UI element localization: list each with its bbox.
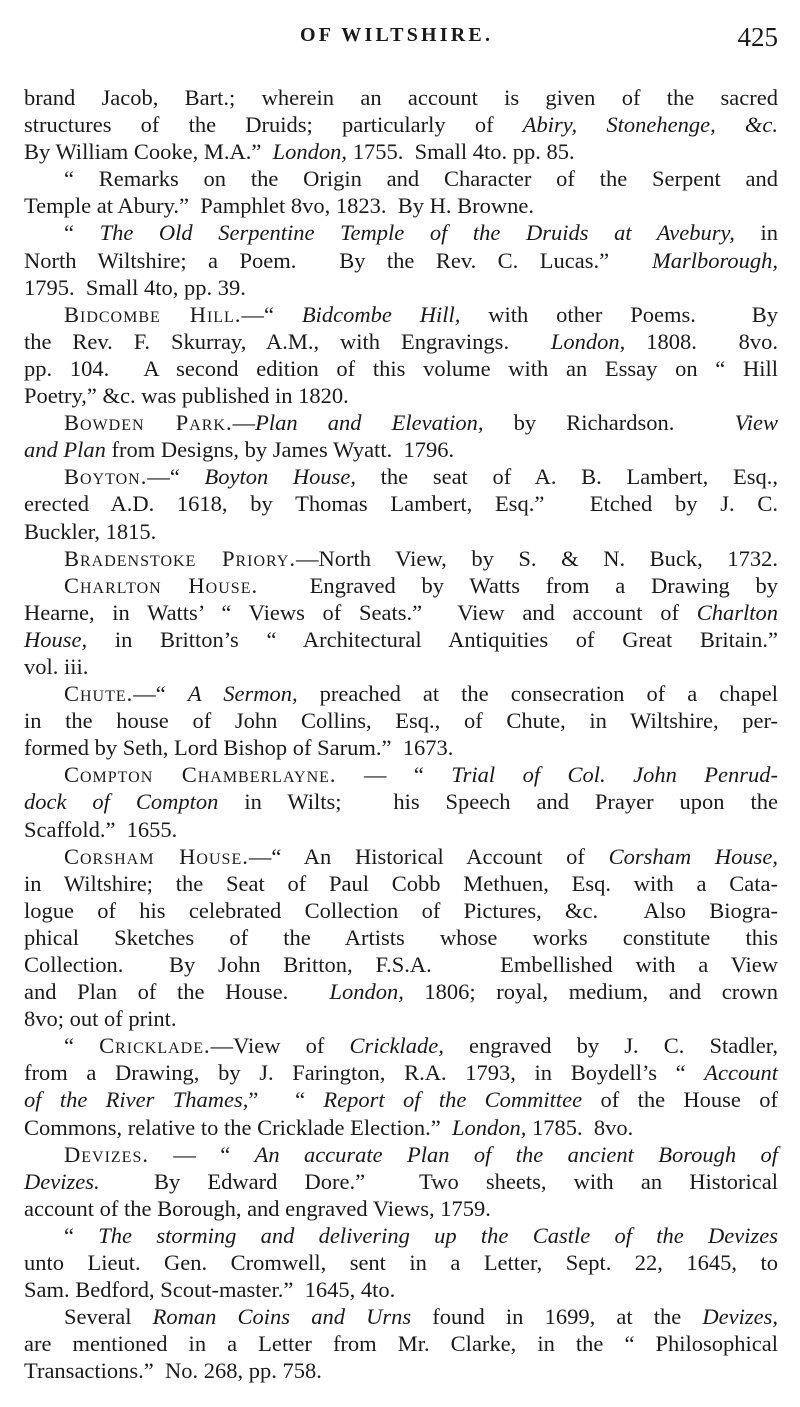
entry-heading: Boyton.	[64, 464, 148, 490]
text-line	[24, 680, 778, 707]
text-line	[24, 138, 778, 165]
text-line	[24, 1086, 778, 1113]
text-segment: 1808. 8vo.	[625, 328, 778, 354]
text-line	[24, 355, 778, 382]
text-segment: pp. 104. A second edition of this volume with an Essay on “ Hill	[24, 355, 778, 381]
text-segment: —	[232, 410, 256, 436]
text-segment: vol. iii.	[24, 653, 89, 679]
text-segment: “	[64, 1222, 99, 1248]
italic-title: Boyton House,	[204, 464, 357, 490]
text-line	[24, 897, 778, 924]
text-line	[24, 382, 778, 409]
text-line	[24, 409, 778, 436]
italic-title: Plan and Elevation,	[255, 410, 484, 436]
text-segment: 8vo; out of print.	[24, 1006, 177, 1032]
text-segment: account of the Borough, and engraved Views, 1759.	[24, 1195, 491, 1221]
italic-title: A Sermon,	[187, 681, 298, 707]
text-line	[24, 1249, 778, 1276]
entry-heading: Corsham House.	[64, 843, 249, 869]
entry-heading: Compton Chamberlayne.	[64, 762, 337, 788]
italic-title: Trial of Col. John Penrud-	[451, 762, 778, 788]
text-segment: Engraved by Watts from a Drawing by	[258, 572, 779, 598]
text-line	[24, 1032, 778, 1059]
text-line	[24, 436, 778, 463]
italic-title: Cricklade,	[349, 1033, 444, 1059]
italic-title: and Plan	[24, 437, 106, 463]
text-segment: 1806; royal, medium, and crown	[403, 979, 779, 1005]
page-body-text	[24, 84, 778, 1385]
text-segment: 1755. Small 4to. pp. 85.	[347, 139, 575, 165]
text-line	[24, 843, 778, 870]
text-segment: phical Sketches of the Artists whose works constitute this	[24, 924, 778, 950]
text-segment: of the House of	[582, 1087, 779, 1113]
text-line	[24, 165, 778, 192]
text-segment: found in 1699, at the	[411, 1304, 703, 1330]
text-line	[24, 1168, 778, 1195]
text-segment: in Britton’s “ Architectural Antiquities of Great Britain.”	[87, 626, 778, 652]
text-line	[24, 463, 778, 490]
text-line	[24, 1357, 778, 1384]
text-segment: Scaffold.” 1655.	[24, 816, 178, 842]
entry-heading: Cricklade.	[99, 1033, 211, 1059]
text-line	[24, 1276, 778, 1303]
text-segment: “	[64, 1033, 100, 1059]
text-line	[24, 870, 778, 897]
italic-title: Devizes,	[702, 1304, 778, 1330]
text-line	[24, 219, 778, 246]
text-line	[24, 1114, 778, 1141]
italic-title: The storming and delivering up the Castle of the Devizes	[98, 1222, 778, 1248]
italic-title: dock of Compton	[24, 789, 219, 815]
text-segment: in Wiltshire; the Seat of Paul Cobb Methuen, Esq. with a Cata-	[24, 870, 778, 896]
running-head: OF WILTSHIRE.	[300, 24, 494, 46]
italic-title: Bidcombe Hill,	[301, 301, 461, 327]
text-segment: —“	[133, 681, 188, 707]
text-line	[24, 1195, 778, 1222]
text-line	[24, 816, 778, 843]
text-line	[24, 111, 778, 138]
italic-title: London,	[452, 1114, 527, 1140]
text-segment: are mentioned in a Letter from Mr. Clarke, in the “ Philosophical	[24, 1331, 778, 1357]
text-segment: the seat of A. B. Lambert, Esq.,	[356, 464, 778, 490]
italic-title: London,	[272, 139, 348, 165]
text-segment: Several	[64, 1304, 153, 1330]
text-segment: structures of the Druids; particularly of	[24, 112, 523, 138]
text-segment: from a Drawing, by J. Farington, R.A. 1793, in Boydell’s “	[24, 1060, 705, 1086]
italic-title: Devizes.	[24, 1168, 100, 1194]
text-segment: —North View, by S. & N. Buck, 1732.	[296, 545, 778, 571]
italic-title: An accurate Plan of the ancient Borough of	[254, 1141, 778, 1167]
text-segment: ” “	[248, 1087, 324, 1113]
text-line	[24, 734, 778, 761]
text-segment: “	[64, 220, 100, 246]
text-segment: unto Lieut. Gen. Cromwell, sent in a Letter, Sept. 22, 1645, to	[24, 1250, 778, 1276]
italic-title: The Old Serpentine Temple of the Druids at Avebury,	[99, 220, 735, 246]
text-segment: from Designs, by James Wyatt. 1796.	[105, 437, 455, 463]
text-segment: — “	[336, 762, 452, 788]
text-segment: “ Remarks on the Origin and Character of the Serpent and	[64, 166, 778, 192]
text-segment: Temple at Abury.” Pamphlet 8vo, 1823. By H. Browne.	[24, 193, 535, 219]
text-line	[24, 653, 778, 680]
text-segment: Buckler, 1815.	[24, 518, 157, 544]
italic-title: Account	[704, 1060, 778, 1086]
text-line	[24, 490, 778, 517]
text-line	[24, 84, 778, 111]
italic-title: of the River Thames,	[24, 1087, 249, 1113]
text-line	[24, 1303, 778, 1330]
text-line	[24, 247, 778, 274]
text-line	[24, 707, 778, 734]
text-segment: 1785. 8vo.	[526, 1114, 634, 1140]
text-segment: By William Cooke, M.A.”	[24, 139, 273, 165]
text-segment: —“	[241, 301, 302, 327]
entry-heading: Chute.	[64, 681, 134, 707]
text-line	[24, 626, 778, 653]
text-segment: formed by Seth, Lord Bishop of Sarum.” 1673.	[24, 735, 454, 761]
text-line	[24, 301, 778, 328]
italic-title: View	[734, 410, 779, 436]
text-segment: in Wilts; his Speech and Prayer upon the	[218, 789, 778, 815]
italic-title: Abiry, Stonehenge, &c.	[522, 112, 778, 138]
text-segment: the Rev. F. Skurray, A.M., with Engravings.	[24, 328, 551, 354]
text-segment: logue of his celebrated Collection of Pictures, &c. Also Biogra-	[24, 897, 778, 923]
italic-title: Report of the Committee	[323, 1087, 583, 1113]
text-line	[24, 1059, 778, 1086]
text-segment: erected A.D. 1618, by Thomas Lambert, Esq.” Etched by J. C.	[24, 491, 778, 517]
entry-heading: Devizes.	[64, 1141, 149, 1167]
text-segment: with other Poems. By	[460, 301, 778, 327]
text-segment: —“	[147, 464, 205, 490]
text-line	[24, 788, 778, 815]
text-line	[24, 599, 778, 626]
text-line	[24, 274, 778, 301]
text-line	[24, 1222, 778, 1249]
text-segment: Sam. Bedford, Scout-master.” 1645, 4to.	[24, 1277, 396, 1303]
text-segment: Collection. By John Britton, F.S.A. Embellished with a View	[24, 952, 778, 977]
text-line	[24, 192, 778, 219]
text-segment: —“ An Historical Account of	[248, 843, 609, 869]
text-segment: —View of	[210, 1033, 350, 1059]
page-number: 425	[737, 22, 778, 52]
text-line	[24, 328, 778, 355]
entry-heading: Bowden Park.	[64, 410, 233, 436]
entry-heading: Charlton House.	[64, 572, 259, 598]
text-segment: brand Jacob, Bart.; wherein an account is given of the sacred	[24, 85, 778, 110]
italic-title: House,	[24, 626, 88, 652]
text-line	[24, 978, 778, 1005]
italic-title: London,	[550, 328, 626, 354]
text-line	[24, 518, 778, 545]
text-segment: preached at the consecration of a chapel	[297, 681, 778, 707]
text-segment: engraved by J. C. Stadler,	[443, 1033, 778, 1059]
text-segment: in	[734, 220, 778, 246]
italic-title: Marlborough,	[651, 247, 778, 273]
text-segment: in the house of John Collins, Esq., of Chute, in Wiltshire, per-	[24, 708, 778, 734]
text-segment: Commons, relative to the Cricklade Election.”	[24, 1114, 453, 1140]
text-segment: 1795. Small 4to, pp. 39.	[24, 274, 246, 300]
text-segment: North Wiltshire; a Poem. By the Rev. C. Lucas.”	[24, 247, 652, 273]
text-line	[24, 924, 778, 951]
italic-title: Roman Coins and Urns	[152, 1304, 412, 1330]
text-segment: — “	[148, 1141, 255, 1167]
text-line	[24, 545, 778, 572]
text-segment: by Richardson.	[483, 410, 735, 436]
text-segment: By Edward Dore.” Two sheets, with an Historical	[99, 1168, 778, 1194]
italic-title: Charlton	[696, 599, 778, 625]
entry-heading: Bradenstoke Priory.	[64, 545, 297, 571]
text-line	[24, 1330, 778, 1357]
text-segment: Hearne, in Watts’ “ Views of Seats.” View and account of	[24, 599, 697, 625]
entry-heading: Bidcombe Hill.	[64, 301, 242, 327]
text-line	[24, 572, 778, 599]
italic-title: Corsham House,	[608, 843, 778, 869]
text-segment: and Plan of the House.	[24, 979, 330, 1005]
text-line	[24, 761, 778, 788]
italic-title: London,	[329, 979, 404, 1005]
text-line	[24, 1141, 778, 1168]
text-segment: Transactions.” No. 268, pp. 758.	[24, 1358, 322, 1384]
text-line	[24, 1005, 778, 1032]
text-segment: Poetry,” &c. was published in 1820.	[24, 383, 349, 409]
text-line	[24, 951, 778, 978]
